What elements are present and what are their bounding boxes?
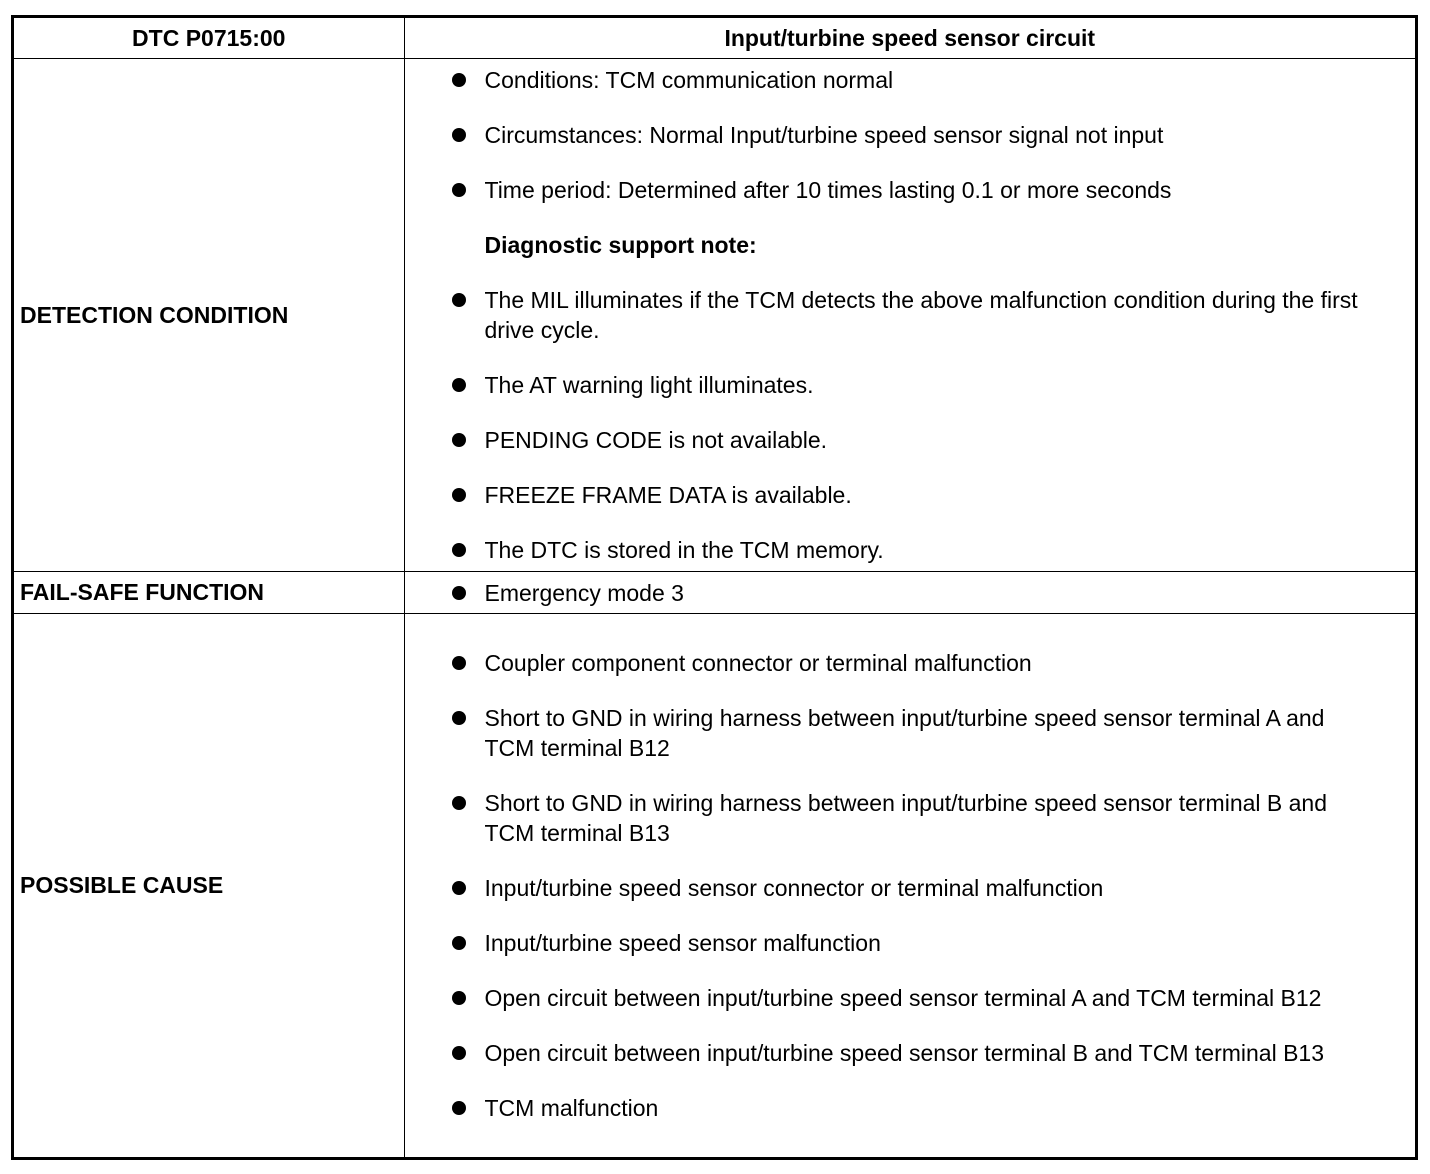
detection-condition-list [405, 59, 1416, 571]
bullet-icon [452, 73, 466, 87]
list-item-text: Open circuit between input/turbine speed sensor terminal B and TCM terminal B13 [484, 1040, 1325, 1066]
list-item-text: TCM malfunction [484, 1095, 659, 1121]
fail-safe-content [404, 572, 1415, 614]
dtc-table [14, 18, 1415, 1157]
bullet-icon [452, 711, 466, 725]
bullet-icon [452, 128, 466, 142]
fail-safe-list [405, 573, 1416, 613]
bullet-icon [452, 796, 466, 810]
fail-safe-label: FAIL-SAFE FUNCTION [14, 572, 404, 614]
list-item-text: The AT warning light illuminates. [484, 372, 814, 398]
list-item [485, 120, 1376, 150]
list-item-text: The MIL illuminates if the TCM detects the above malfunction condition during the first drive cycle. [484, 287, 1358, 343]
list-item-text: Short to GND in wiring harness between input/turbine speed sensor terminal A and TCM terminal B12 [484, 705, 1325, 761]
list-item [485, 703, 1376, 763]
list-item [485, 175, 1376, 205]
list-item-text: Diagnostic support note: [484, 232, 757, 258]
list-item [485, 578, 1376, 608]
bullet-icon [452, 656, 466, 670]
possible-cause-content [404, 614, 1415, 1158]
list-item [485, 370, 1376, 400]
bullet-icon [452, 586, 466, 600]
note-heading [485, 230, 1376, 260]
list-item [485, 285, 1376, 345]
list-item [485, 928, 1376, 958]
list-item [485, 873, 1376, 903]
bullet-icon [452, 936, 466, 950]
list-item [485, 788, 1376, 848]
list-item-text: Emergency mode 3 [484, 579, 684, 606]
list-item-text: Input/turbine speed sensor connector or terminal malfunction [484, 875, 1104, 901]
list-item-text: Coupler component connector or terminal malfunction [484, 650, 1032, 676]
list-item [485, 65, 1376, 95]
dtc-code: DTC P0715:00 [14, 18, 404, 59]
list-item [485, 983, 1376, 1013]
bullet-icon [452, 433, 466, 447]
bullet-icon [452, 1046, 466, 1060]
dtc-title: Input/turbine speed sensor circuit [404, 18, 1415, 59]
list-item [485, 535, 1376, 565]
list-item [485, 1038, 1376, 1068]
detection-condition-content [404, 59, 1415, 572]
bullet-icon [452, 881, 466, 895]
bullet-icon [452, 488, 466, 502]
detection-condition-row [14, 59, 1415, 572]
list-item-text: Short to GND in wiring harness between input/turbine speed sensor terminal B and TCM terminal B13 [484, 790, 1328, 846]
possible-cause-list [405, 642, 1416, 1129]
detection-condition-label: DETECTION CONDITION [14, 59, 404, 572]
dtc-table-frame [11, 15, 1418, 1160]
bullet-icon [452, 1101, 466, 1115]
list-item-text: Circumstances: Normal Input/turbine speed sensor signal not input [484, 122, 1164, 148]
list-item [485, 480, 1376, 510]
bullet-icon [452, 293, 466, 307]
fail-safe-row [14, 572, 1415, 614]
list-item [485, 1093, 1376, 1123]
list-item-text: PENDING CODE is not available. [484, 427, 828, 453]
list-item-text: FREEZE FRAME DATA is available. [484, 482, 852, 508]
list-item [485, 425, 1376, 455]
possible-cause-row [14, 614, 1415, 1158]
bullet-icon [452, 183, 466, 197]
header-row [14, 18, 1415, 59]
list-item-text: Conditions: TCM communication normal [484, 67, 894, 93]
bullet-icon [452, 991, 466, 1005]
list-item-text: Time period: Determined after 10 times lasting 0.1 or more seconds [484, 177, 1172, 203]
list-item [485, 648, 1376, 678]
list-item-text: The DTC is stored in the TCM memory. [484, 537, 884, 563]
bullet-icon [452, 378, 466, 392]
possible-cause-label: POSSIBLE CAUSE [14, 614, 404, 1158]
list-item-text: Open circuit between input/turbine speed sensor terminal A and TCM terminal B12 [484, 985, 1322, 1011]
list-item-text: Input/turbine speed sensor malfunction [484, 930, 881, 956]
bullet-icon [452, 543, 466, 557]
